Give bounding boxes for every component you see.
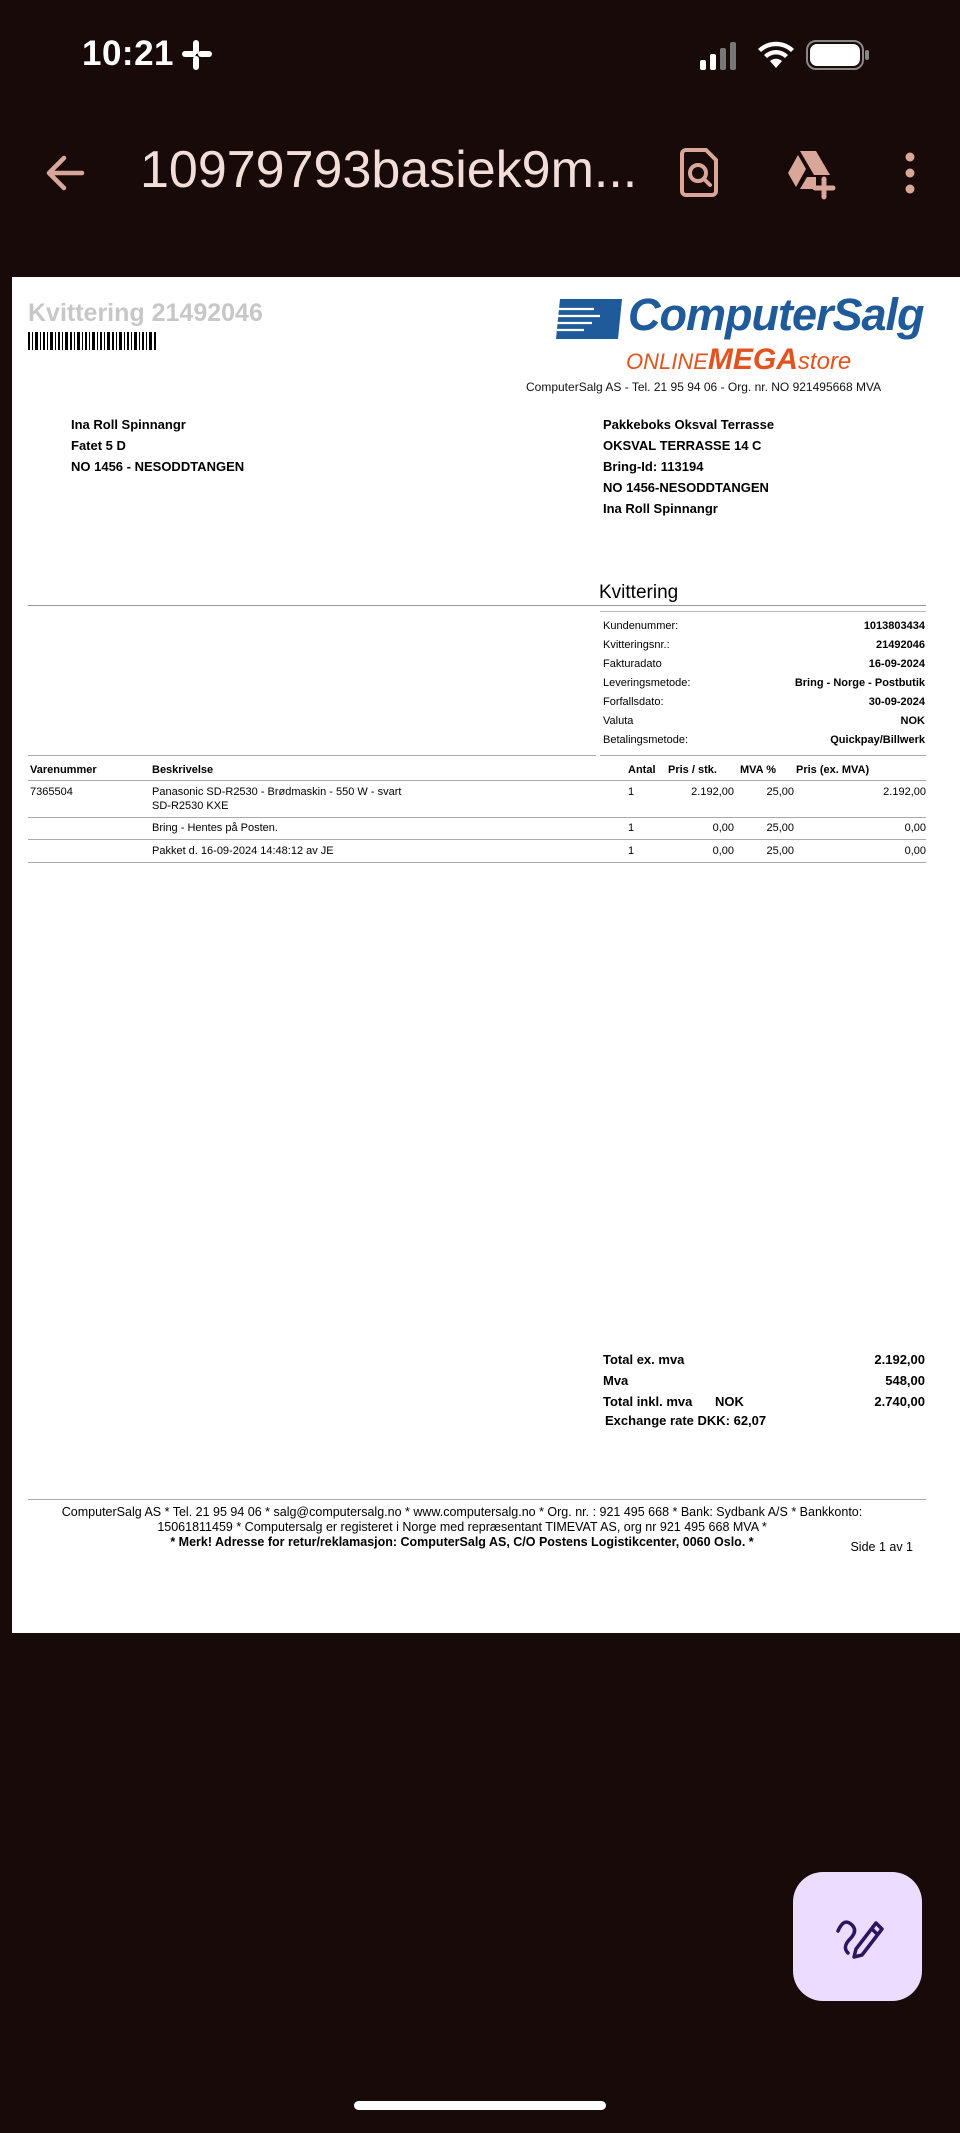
info-value: 21492046: [876, 639, 925, 651]
document-page[interactable]: [12, 277, 960, 1633]
customer-address: [71, 414, 244, 477]
divider: [28, 839, 926, 840]
item-description: Bring - Hentes på Posten.: [152, 822, 278, 834]
info-label: Leveringsmetode:: [603, 677, 691, 689]
info-row: [603, 674, 925, 693]
item-vat: 25,00: [766, 822, 794, 834]
item-price-ex: 0,00: [904, 822, 926, 834]
info-row: [603, 617, 925, 636]
company-line: ComputerSalg AS - Tel. 21 95 94 06 - Org. nr. NO 921495668 MVA: [526, 380, 882, 394]
divider: [28, 817, 926, 818]
info-value: NOK: [900, 715, 925, 727]
info-value: Quickpay/Billwerk: [830, 734, 925, 746]
more-vert-icon[interactable]: [882, 145, 938, 201]
info-value: 30-09-2024: [868, 696, 925, 708]
info-row: [603, 731, 925, 750]
item-description: Pakket d. 16-09-2024 14:48:12 av JE: [152, 845, 334, 857]
item-quantity: 1: [628, 822, 635, 834]
item-price-ex: 0,00: [904, 845, 926, 857]
barcode: [28, 332, 158, 350]
delivery-address-line: Ina Roll Spinnangr: [603, 501, 718, 516]
footer-line: * Merk! Adresse for retur/reklamasjon: ComputerSalg AS, C/O Postens Logistikcenter, 0060 Oslo. *: [170, 1535, 754, 1549]
divider: [600, 755, 926, 756]
column-header: Pris / stk.: [668, 764, 717, 776]
item-price: 0,00: [712, 845, 734, 857]
slack-icon: [180, 38, 214, 72]
item-description: Panasonic SD-R2530 - Brødmaskin - 550 W - svart: [152, 786, 402, 798]
customer-address-line: Fatet 5 D: [71, 438, 126, 453]
info-row: [603, 655, 925, 674]
info-row: [603, 693, 925, 712]
item-quantity: 1: [628, 786, 635, 798]
divider: [28, 605, 926, 606]
delivery-address: [603, 414, 774, 519]
item-price: 2.192,00: [691, 786, 734, 798]
wifi-icon: [756, 40, 796, 70]
footer-line: 15061811459 * Computersalg er registeret i Norge med repræsentant TIMEVAT AS, org nr 921 495 668 MVA *: [157, 1520, 767, 1534]
delivery-address-line: NO 1456-NESODDTANGEN: [603, 480, 769, 495]
total-label: Mva: [603, 1373, 629, 1388]
delivery-address-line: OKSVAL TERRASSE 14 C: [603, 438, 762, 453]
divider: [28, 755, 596, 756]
exchange-rate: Exchange rate DKK: 62,07: [605, 1413, 767, 1428]
divider: [600, 611, 926, 612]
logo-wordmark: ComputerSalg: [628, 289, 924, 340]
status-icons: [700, 38, 880, 72]
info-label: Valuta: [603, 715, 634, 727]
customer-address-line: Ina Roll Spinnangr: [71, 417, 186, 432]
signal-icon: [700, 42, 740, 70]
receipt-info-table: [603, 617, 925, 750]
add-to-drive-icon[interactable]: [782, 145, 838, 201]
total-value: 2.192,00: [874, 1352, 925, 1367]
item-number: 7365504: [30, 786, 73, 798]
back-arrow-icon[interactable]: [40, 148, 90, 198]
total-label: Total ex. mva: [603, 1352, 685, 1367]
delivery-address-line: Pakkeboks Oksval Terrasse: [603, 417, 775, 432]
page-number: Side 1 av 1: [850, 1540, 913, 1554]
info-value: Bring - Norge - Postbutik: [794, 677, 925, 689]
logo-swoosh-icon: [554, 297, 624, 341]
divider: [28, 780, 926, 781]
home-indicator[interactable]: [354, 2101, 606, 2110]
receipt-heading: Kvittering: [599, 582, 679, 603]
document-footer: [12, 1505, 912, 1550]
item-quantity: 1: [628, 845, 635, 857]
item-vat: 25,00: [766, 845, 794, 857]
total-value: 548,00: [885, 1373, 925, 1388]
total-value: 2.740,00: [874, 1394, 925, 1409]
column-header: Pris (ex. MVA): [796, 764, 870, 776]
total-label: Total inkl. mva: [603, 1394, 693, 1409]
item-vat: 25,00: [766, 786, 794, 798]
delivery-address-line: Bring-Id: 113194: [603, 459, 704, 474]
battery-icon: [806, 40, 870, 70]
divider: [28, 862, 926, 863]
info-label: Betalingsmetode:: [603, 734, 688, 746]
divider: [28, 1499, 926, 1500]
total-currency: NOK: [715, 1394, 744, 1409]
column-header: MVA %: [740, 764, 777, 776]
item-price: 0,00: [712, 822, 734, 834]
column-header: Beskrivelse: [152, 764, 214, 776]
info-label: Fakturadato: [603, 658, 662, 670]
logo-tagline: [626, 343, 851, 377]
info-row: [603, 712, 925, 731]
edit-pen-icon: [830, 1909, 886, 1965]
status-time: 10:21: [82, 34, 175, 73]
document-title: 10979793basiek9m...: [140, 141, 638, 199]
logo-store: store: [797, 348, 852, 375]
column-header: Varenummer: [30, 764, 97, 776]
info-label: Kvitteringsnr.:: [603, 639, 670, 651]
info-value: 16-09-2024: [868, 658, 925, 670]
item-description-2: SD-R2530 KXE: [152, 800, 229, 812]
customer-address-line: NO 1456 - NESODDTANGEN: [71, 459, 245, 474]
computersalg-logo: [554, 289, 924, 391]
column-header: Antal: [628, 764, 656, 776]
item-price-ex: 2.192,00: [883, 786, 926, 798]
info-label: Kundenummer:: [603, 620, 679, 632]
info-row: [603, 636, 925, 655]
logo-online: ONLINE: [626, 349, 708, 374]
totals-block: [603, 1349, 925, 1412]
total-inkl-mva-row: [603, 1391, 925, 1412]
edit-fab-button[interactable]: [793, 1872, 922, 2001]
footer-line: ComputerSalg AS * Tel. 21 95 94 06 * salg@computersalg.no * www.computersalg.no * Org. nr. : 921 495 668 * Bank: Sydbank A/S * Bankkonto:: [61, 1505, 863, 1519]
info-value: 1013803434: [863, 620, 925, 632]
total-ex-mva-row: [603, 1349, 925, 1370]
search-document-icon[interactable]: [672, 145, 728, 201]
logo-mega: MEGA: [707, 343, 798, 376]
receipt-title: Kvittering 21492046: [28, 299, 263, 327]
mva-row: [603, 1370, 925, 1391]
info-label: Forfallsdato:: [603, 696, 664, 708]
